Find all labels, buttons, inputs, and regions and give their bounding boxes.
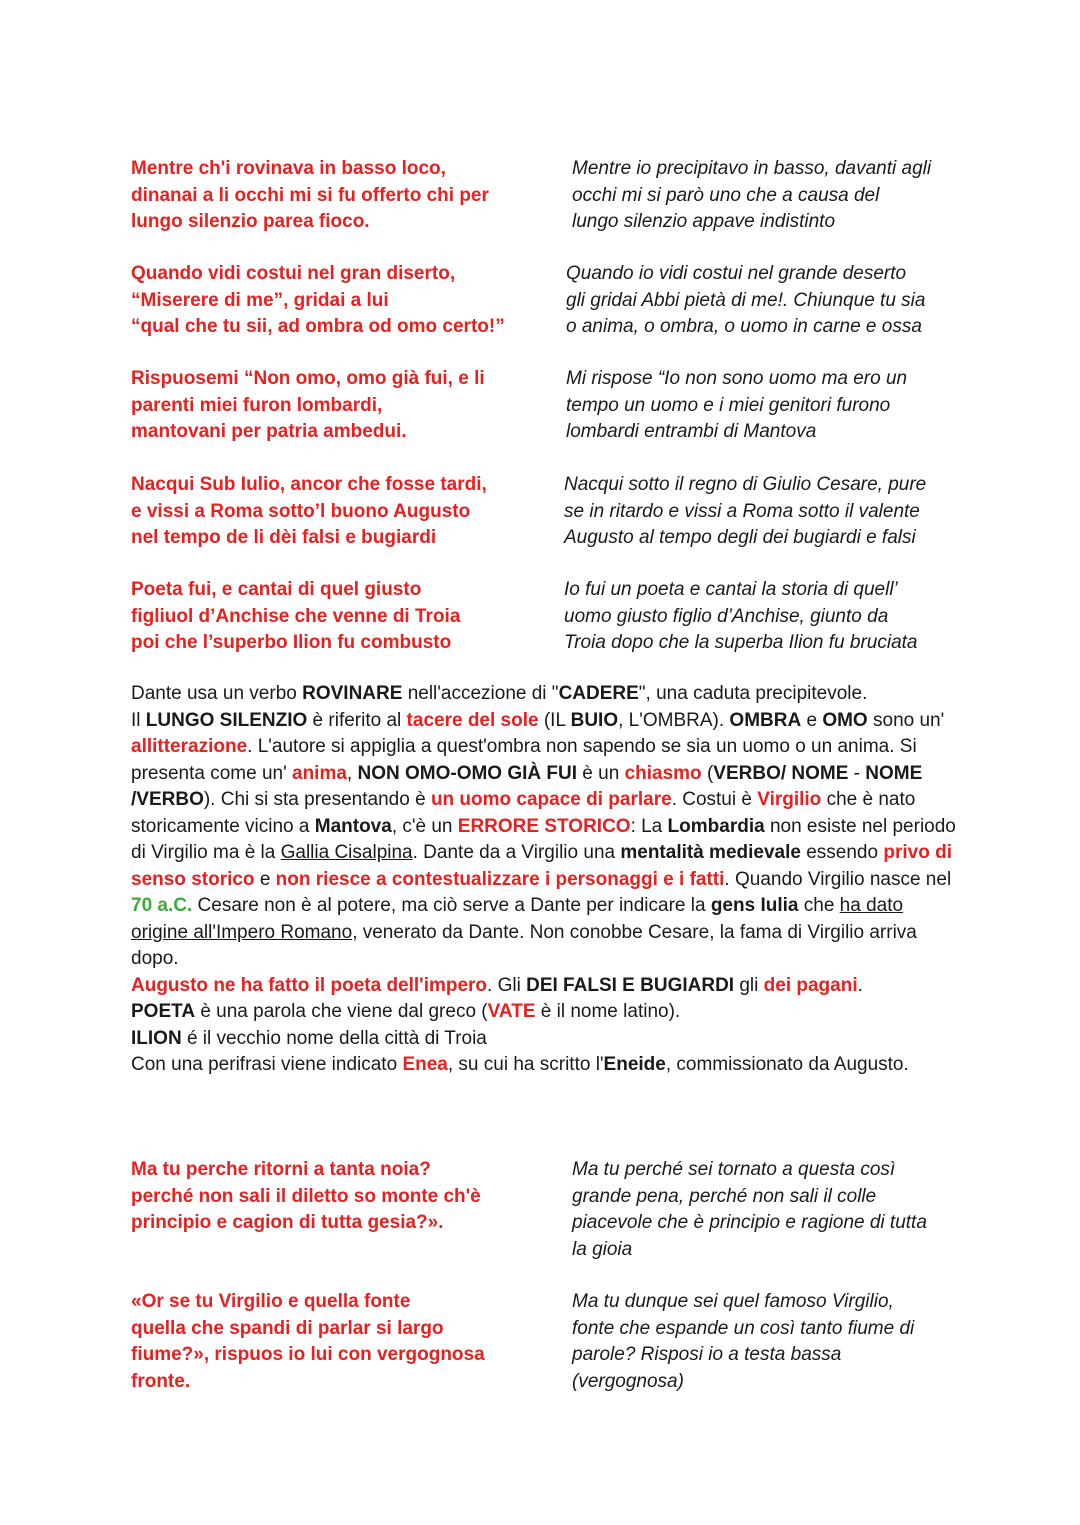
text-run: : La [630, 815, 668, 837]
text-run: NOME /VERBO [131, 762, 923, 810]
text-run: Virgilio [757, 789, 822, 810]
text-run: e [254, 868, 276, 890]
text-run: Gallia Cisalpina [280, 842, 413, 863]
text-run: Lombardia [667, 815, 765, 837]
text-run: ILION [131, 1027, 182, 1049]
text-run: è il nome latino). [535, 1001, 681, 1022]
original-verse: Poeta fui, e cantai di quel giusto figliuol d’Anchise che venne di Troia poi che l’superbo Ilion fu combusto [131, 579, 461, 653]
text-run: CADERE [558, 683, 639, 704]
text-run: , [346, 762, 358, 784]
original-verse: Mentre ch'i rovinava in basso loco, dinanai a li occhi mi si fu offerto chi per lungo silenzio parea fioco. [131, 158, 489, 232]
verse-translation: Io fui un poeta e cantai la storia di quell’ uomo giusto figlio d’Anchise, giunto da Troia dopo che la superba Ilion fu bruciata [564, 579, 918, 653]
text-run: ROVINARE [302, 683, 403, 704]
text-run: e [801, 709, 823, 731]
text-run: OMBRA [729, 709, 802, 731]
text-run: è un [577, 762, 625, 784]
text-run: POETA [131, 1001, 196, 1022]
text-run: non esiste nel periodo di Virgilio ma è la [131, 815, 956, 863]
text-run: VATE [487, 1001, 536, 1022]
text-run: OMO [822, 709, 868, 731]
text-run: ( [701, 762, 714, 784]
commentary-paragraph [131, 973, 961, 1000]
text-run: che è nato storicamente vicino a [131, 789, 916, 837]
text-run: Mantova [314, 815, 392, 837]
text-run: ha dato origine all'Impero Romano [131, 895, 904, 943]
text-run: . Costui è [671, 789, 758, 810]
text-run: 70 a.C. [131, 895, 193, 916]
original-verse: Ma tu perche ritorni a tanta noia? perché non sali il diletto so monte ch'è principio e cagion di tutta gesia?». [131, 1159, 481, 1233]
verse-translation: Mentre io precipitavo in basso, davanti agli occhi mi si parò uno che a causa del lungo silenzio appave indistinto [572, 158, 932, 232]
original-verse: «Or se tu Virgilio e quella fonte quella che spandi di parlar si largo fiume?», rispuos io lui con vergognosa fronte. [131, 1291, 485, 1392]
text-run: ", una caduta precipitevole. [638, 683, 868, 704]
commentary [131, 681, 961, 1079]
text-run: Dante usa un verbo [131, 683, 303, 704]
commentary-paragraph [131, 1052, 961, 1079]
text-run: un uomo capace di parlare [430, 789, 672, 810]
text-run: . Quando Virgilio nasce nel [724, 868, 952, 890]
text-run: . [857, 974, 863, 996]
text-run: , commissionato da Augusto. [665, 1054, 909, 1075]
verse-translation: Ma tu perché sei tornato a questa così grande pena, perché non sali il colle piacevole che è principio e ragione di tutta la gioia [572, 1159, 927, 1260]
verse-translation: Nacqui sotto il regno di Giulio Cesare, pure se in ritardo e vissi a Roma sotto il valente Augusto al tempo degli dei bugiardi e falsi [564, 474, 927, 548]
text-run: chiasmo [624, 762, 702, 784]
text-run: essendo [800, 842, 884, 863]
text-run: Con una perifrasi viene indicato [131, 1054, 403, 1075]
text-run: allitterazione [131, 736, 248, 757]
text-run: che [798, 895, 840, 916]
text-run: NON OMO-OMO GIÀ FUI [357, 762, 578, 784]
commentary-paragraph [131, 681, 961, 973]
text-run: tacere del sole [406, 709, 539, 731]
text-run: . L'autore si appiglia a quest'ombra non sapendo se sia un uomo o un anima. Si presenta come un' [131, 736, 917, 784]
text-run: . Gli [487, 974, 527, 996]
text-run: Cesare non è al potere, ma ciò serve a Dante per indicare la [192, 895, 711, 916]
text-run: é il vecchio nome della città di Troia [181, 1027, 487, 1049]
text-run: anima [292, 762, 347, 784]
text-run: gli [734, 974, 764, 996]
text-run: nell'accezione di " [402, 683, 559, 704]
text-run: è una parola che viene dal greco ( [195, 1001, 488, 1022]
text-run: , venerato da Dante. Non conobbe Cesare, la fama di Virgilio arriva dopo. [131, 921, 917, 969]
text-run: , L'OMBRA). [618, 709, 730, 731]
text-run: DEI FALSI E BUGIARDI [526, 974, 735, 996]
original-verse: Nacqui Sub Iulio, ancor che fosse tardi, e vissi a Roma sotto’l buono Augusto nel tempo de li dèi falsi e bugiardi [131, 474, 487, 548]
text-run: mentalità medievale [620, 842, 801, 863]
original-verse: Rispuosemi “Non omo, omo già fui, e li parenti miei furon lombardi, mantovani per patria ambedui. [131, 368, 485, 442]
text-run: privo di senso storico [131, 842, 952, 890]
verse-translation: Mi rispose “Io non sono uomo ma ero un tempo un uomo e i miei genitori furono lombardi entrambi di Mantova [566, 368, 908, 442]
original-verse: Quando vidi costui nel gran diserto, “Miserere di me”, gridai a lui “qual che tu sii, ad ombra od omo certo!” [131, 263, 505, 337]
text-run: (IL [538, 709, 571, 731]
text-run: Augusto ne ha fatto il poeta dell'impero [131, 974, 488, 996]
text-run: , c'è un [391, 815, 458, 837]
text-run: è riferito al [307, 709, 407, 731]
text-run: LUNGO SILENZIO [145, 709, 308, 731]
text-run: Il [131, 709, 141, 731]
text-run: VERBO/ NOME [713, 762, 849, 784]
text-run: gens Iulia [710, 895, 799, 916]
text-run: , su cui ha scritto l' [447, 1054, 604, 1075]
text-run: sono un' [867, 709, 945, 731]
text-run: ). Chi si sta presentando è [203, 789, 431, 810]
commentary-paragraph [131, 1026, 961, 1053]
text-run: . Dante da a Virgilio una [412, 842, 621, 863]
verse-translation: Quando io vidi costui nel grande deserto gli gridai Abbi pietà di me!. Chiunque tu sia o anima, o ombra, o uomo in carne e ossa [566, 263, 926, 337]
text-run: dei pagani [763, 974, 858, 996]
text-run: BUIO [570, 709, 619, 731]
text-run: Eneide [603, 1054, 666, 1075]
commentary-paragraph [131, 999, 961, 1026]
text-run: Enea [402, 1054, 448, 1075]
text-run: ERRORE STORICO [457, 815, 631, 837]
text-run: non riesce a contestualizzare i personaggi e i fatti [275, 868, 725, 890]
verse-translation: Ma tu dunque sei quel famoso Virgilio, fonte che espande un così tanto fiume di parole? Risposi io a testa bassa (vergognosa) [572, 1291, 915, 1392]
text-run: - [848, 762, 866, 784]
